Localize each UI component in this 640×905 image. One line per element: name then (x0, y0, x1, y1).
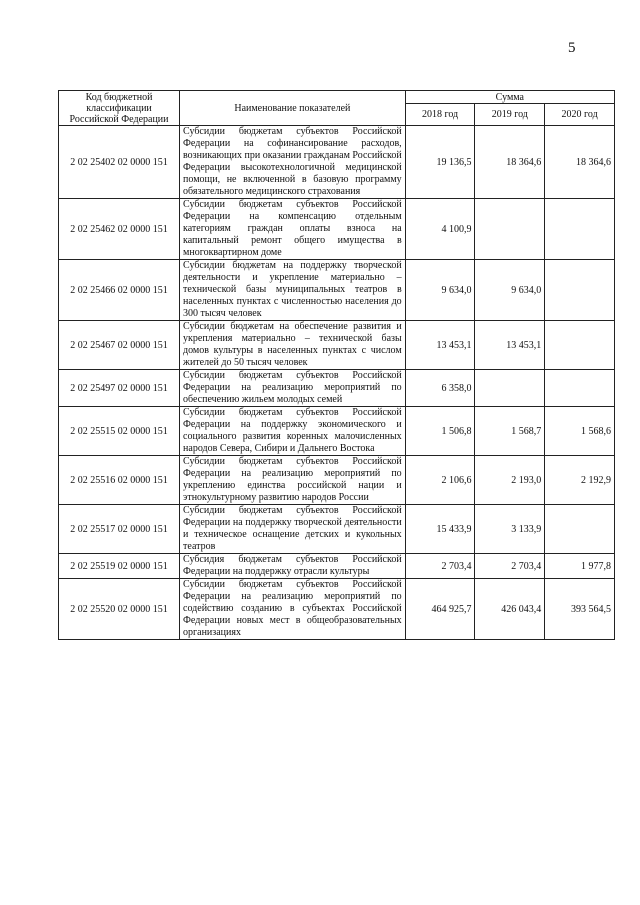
row-name: Субсидии бюджетам на обеспечение развития и укрепления материально – технической базы домов культуры в населенных пунктах с числом жителей до 50 тысяч человек (180, 321, 406, 370)
row-value-2018: 19 136,5 (405, 126, 475, 199)
row-value-2020 (545, 505, 615, 554)
table-row (59, 199, 615, 260)
row-value-2020: 1 568,6 (545, 407, 615, 456)
table-row (59, 579, 615, 640)
header-year-2020: 2020 год (545, 104, 615, 126)
page-number: 5 (568, 40, 576, 56)
row-value-2018: 6 358,0 (405, 370, 475, 407)
row-code: 2 02 25519 02 0000 151 (59, 554, 180, 579)
row-name: Субсидии бюджетам субъектов Российской Федерации на поддержку экономического и социального развития коренных малочисленных народов Севера, Сибири и Дальнего Востока (180, 407, 406, 456)
row-value-2020: 2 192,9 (545, 456, 615, 505)
row-value-2020 (545, 370, 615, 407)
row-value-2019: 2 193,0 (475, 456, 545, 505)
row-value-2018: 9 634,0 (405, 260, 475, 321)
table-row (59, 554, 615, 579)
row-value-2020 (545, 321, 615, 370)
table-row (59, 505, 615, 554)
table-row (59, 407, 615, 456)
row-code: 2 02 25462 02 0000 151 (59, 199, 180, 260)
table-row (59, 321, 615, 370)
row-value-2018: 2 703,4 (405, 554, 475, 579)
row-code: 2 02 25517 02 0000 151 (59, 505, 180, 554)
table-row (59, 456, 615, 505)
row-value-2020 (545, 199, 615, 260)
row-code: 2 02 25520 02 0000 151 (59, 579, 180, 640)
row-code: 2 02 25515 02 0000 151 (59, 407, 180, 456)
row-value-2018: 2 106,6 (405, 456, 475, 505)
header-sum: Сумма (405, 91, 614, 104)
row-value-2019: 426 043,4 (475, 579, 545, 640)
header-name: Наименование показателей (180, 91, 406, 126)
header-code: Код бюджетной классификации Российской Федерации (59, 91, 180, 126)
table-row (59, 370, 615, 407)
row-value-2020 (545, 260, 615, 321)
header-year-2018: 2018 год (405, 104, 475, 126)
row-value-2019: 13 453,1 (475, 321, 545, 370)
row-code: 2 02 25466 02 0000 151 (59, 260, 180, 321)
row-name: Субсидии бюджетам на поддержку творческой деятельности и укрепление материально – технической базы муниципальных театров в населенных пунктах с численностью населения до 300 тысяч человек (180, 260, 406, 321)
row-value-2018: 464 925,7 (405, 579, 475, 640)
row-name: Субсидии бюджетам субъектов Российской Федерации на компенсацию отдельным категориям граждан оплаты взноса на капитальный ремонт общего имущества в многоквартирном доме (180, 199, 406, 260)
row-name: Субсидии бюджетам субъектов Российской Федерации на софинансирование расходов, возникающих при оказании гражданам Российской Федерации высокотехнологичной медицинской помощи, не включенной в базовую программу обязательного медицинского страхования (180, 126, 406, 199)
row-value-2018: 4 100,9 (405, 199, 475, 260)
row-value-2019 (475, 199, 545, 260)
row-code: 2 02 25516 02 0000 151 (59, 456, 180, 505)
row-value-2018: 1 506,8 (405, 407, 475, 456)
row-value-2019: 9 634,0 (475, 260, 545, 321)
row-value-2020: 1 977,8 (545, 554, 615, 579)
row-code: 2 02 25467 02 0000 151 (59, 321, 180, 370)
table-row (59, 260, 615, 321)
row-value-2020: 18 364,6 (545, 126, 615, 199)
row-code: 2 02 25497 02 0000 151 (59, 370, 180, 407)
budget-table (58, 90, 615, 640)
header-year-2019: 2019 год (475, 104, 545, 126)
row-name: Субсидии бюджетам субъектов Российской Федерации на реализацию мероприятий по обеспечению жильем молодых семей (180, 370, 406, 407)
row-value-2020: 393 564,5 (545, 579, 615, 640)
table-row (59, 126, 615, 199)
row-name: Субсидии бюджетам субъектов Российской Федерации на реализацию мероприятий по укреплению единства российской нации и этнокультурному развитию народов России (180, 456, 406, 505)
row-value-2019: 2 703,4 (475, 554, 545, 579)
row-name: Субсидии бюджетам субъектов Российской Федерации на реализацию мероприятий по содействию созданию в субъектах Российской Федерации новых мест в общеобразовательных организациях (180, 579, 406, 640)
row-code: 2 02 25402 02 0000 151 (59, 126, 180, 199)
row-value-2019 (475, 370, 545, 407)
row-value-2019: 1 568,7 (475, 407, 545, 456)
row-value-2019: 18 364,6 (475, 126, 545, 199)
row-name: Субсидии бюджетам субъектов Российской Федерации на поддержку творческой деятельности и техническое оснащение детских и кукольных театров (180, 505, 406, 554)
row-value-2019: 3 133,9 (475, 505, 545, 554)
row-name: Субсидия бюджетам субъектов Российской Федерации на поддержку отрасли культуры (180, 554, 406, 579)
row-value-2018: 13 453,1 (405, 321, 475, 370)
row-value-2018: 15 433,9 (405, 505, 475, 554)
